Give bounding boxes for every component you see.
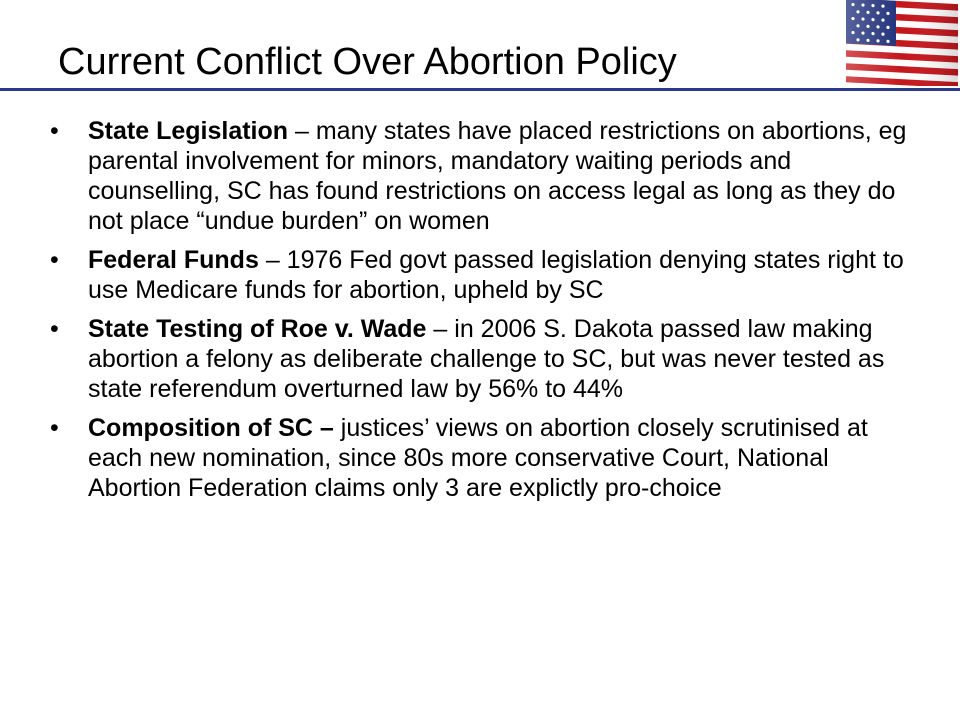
bullet-list (50, 116, 910, 512)
bullet-federal-funds (50, 245, 910, 305)
bullet-state-testing-roe-v-wade (50, 314, 910, 404)
bullet-heading: Federal Funds (88, 246, 259, 274)
bullet-text: – in 2006 S. Dakota passed law making abortion a felony as deliberate challenge to SC, but was never tested as state referendum overturned law by 56% to 44% (88, 315, 885, 403)
bullet-composition-of-sc (50, 413, 910, 503)
title-underline (0, 88, 960, 91)
bullet-text: – many states have placed restrictions on abortions, eg parental involvement for minors, mandatory waiting periods and counselling, SC has found restrictions on access legal as long as they do not place “undue burden” on women (88, 117, 907, 235)
bullet-marker: • (50, 117, 59, 145)
bullet-state-legislation (50, 116, 910, 236)
bullet-text: – 1976 Fed govt passed legislation denying states right to use Medicare funds for abortion, upheld by SC (88, 246, 904, 304)
bullet-marker: • (50, 414, 59, 442)
us-flag-icon (842, 0, 960, 86)
bullet-heading: State Testing of Roe v. Wade (88, 315, 427, 343)
bullet-heading: Composition of SC – (88, 414, 334, 442)
bullet-marker: • (50, 246, 59, 274)
bullet-heading: State Legislation (88, 117, 289, 145)
bullet-marker: • (50, 315, 59, 343)
bullet-text: justices’ views on abortion closely scrutinised at each new nomination, since 80s more conservative Court, National Abortion Federation claims only 3 are explictly pro-choice (88, 414, 868, 502)
slide-title: Current Conflict Over Abortion Policy (58, 41, 677, 83)
